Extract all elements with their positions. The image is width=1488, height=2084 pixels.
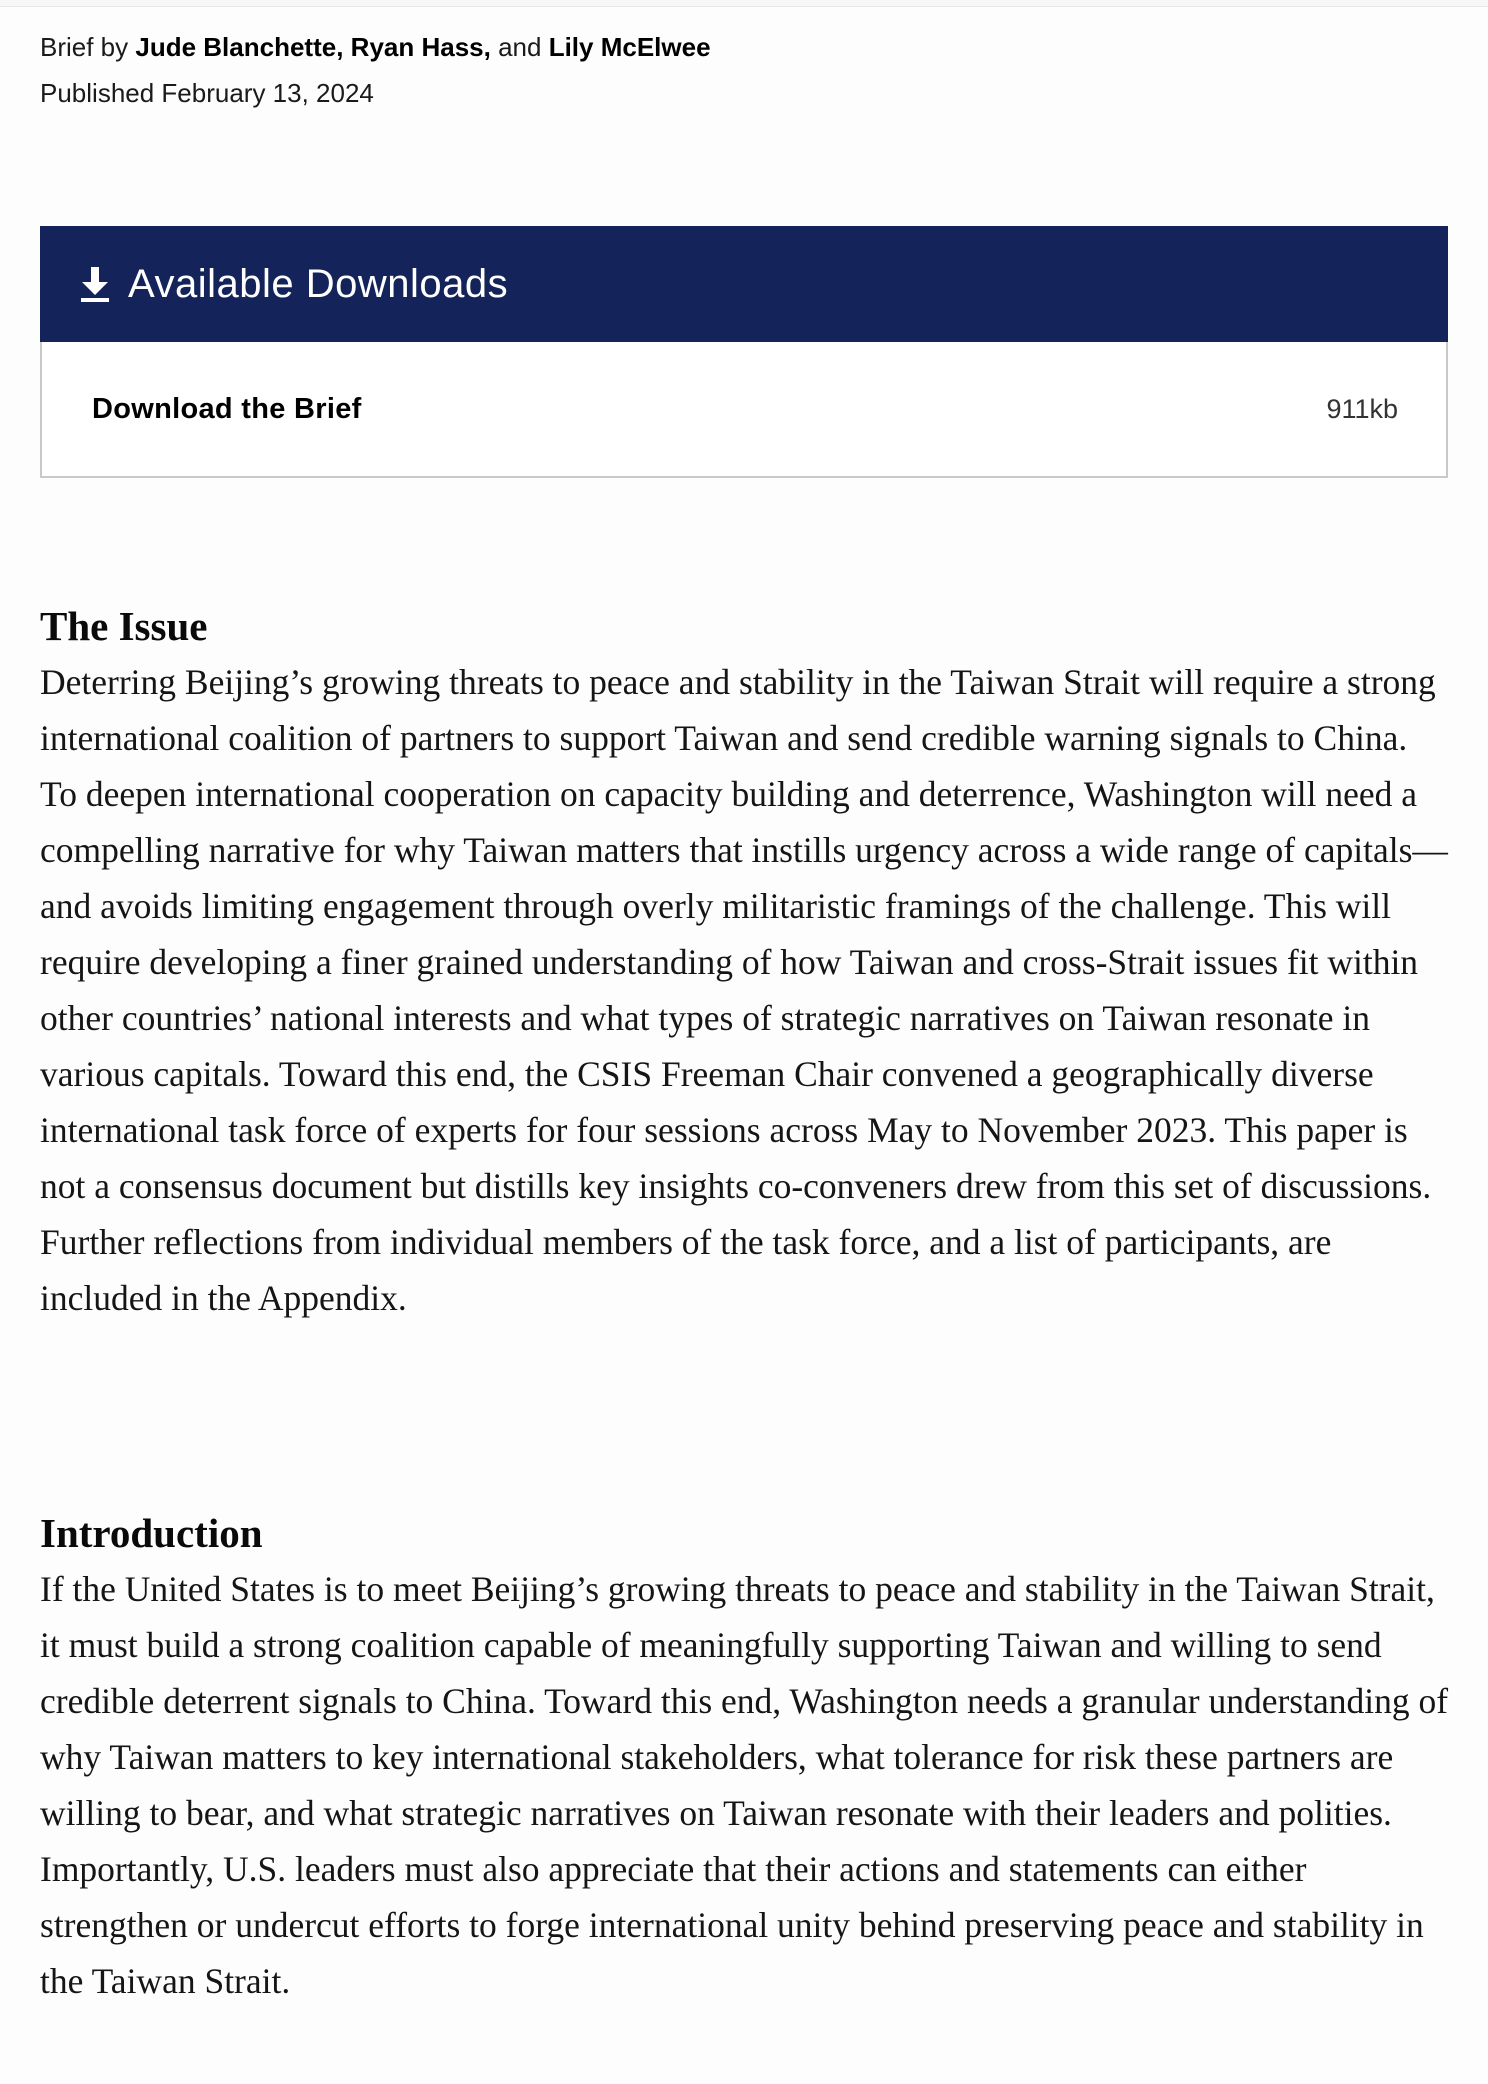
downloads-header [40,226,1448,342]
downloads-title: Available Downloads [128,261,509,306]
author-link-1[interactable]: Jude Blanchette, [135,32,344,62]
byline-prefix: Brief by [40,32,136,62]
author-link-3[interactable]: Lily McElwee [548,32,711,62]
introduction-section [40,1505,1450,2009]
author-link-2[interactable]: Ryan Hass, [350,32,491,62]
byline [40,28,711,66]
download-item[interactable] [40,342,1448,478]
introduction-body: If the United States is to meet Beijing’s growing threats to peace and stability in the Taiwan Strait, it must build a strong coalition capable of meaningfully supporting Taiwan and willing to send credible deterrent signals to China. Toward this end, Washington needs a granular understanding of why Taiwan matters to key international stakeholders, what tolerance for risk these partners are willing to bear, and what strategic narratives on Taiwan resonate with their leaders and polities. Importantly, U.S. leaders must also appreciate that their actions and statements can either strengthen or undercut efforts to forge international unity behind preserving peace and stability in the Taiwan Strait. [40,1569,1449,2001]
file-size: 911kb [1326,393,1398,424]
top-rule [0,0,1488,7]
download-icon [80,265,110,303]
issue-heading: The Issue [40,603,208,649]
byline-conjunction: and [490,32,549,62]
issue-body: Deterring Beijing’s growing threats to peace and stability in the Taiwan Strait will require a strong international coalition of partners to support Taiwan and send credible warning signals to China. To deepen international cooperation on capacity building and deterrence, Washington will need a compelling narrative for why Taiwan matters that instills urgency across a wide range of capitals—and avoids limiting engagement through overly militaristic framings of the challenge. This will require developing a finer grained understanding of how Taiwan and cross-Strait issues fit within other countries’ national interests and what types of strategic narratives on Taiwan resonate in various capitals. Toward this end, the CSIS Freeman Chair convened a geographically diverse international task force of experts for four sessions across May to November 2023. This paper is not a consensus document but distills key insights co-conveners drew from this set of discussions. Further reflections from individual members of the task force, and a list of participants, are included in the Appendix. [40,662,1448,1318]
published-date: Published February 13, 2024 [40,78,374,108]
downloads-panel [40,226,1448,478]
download-brief-link[interactable]: Download the Brief [92,392,362,425]
issue-section [40,598,1450,1326]
introduction-heading: Introduction [40,1510,263,1556]
